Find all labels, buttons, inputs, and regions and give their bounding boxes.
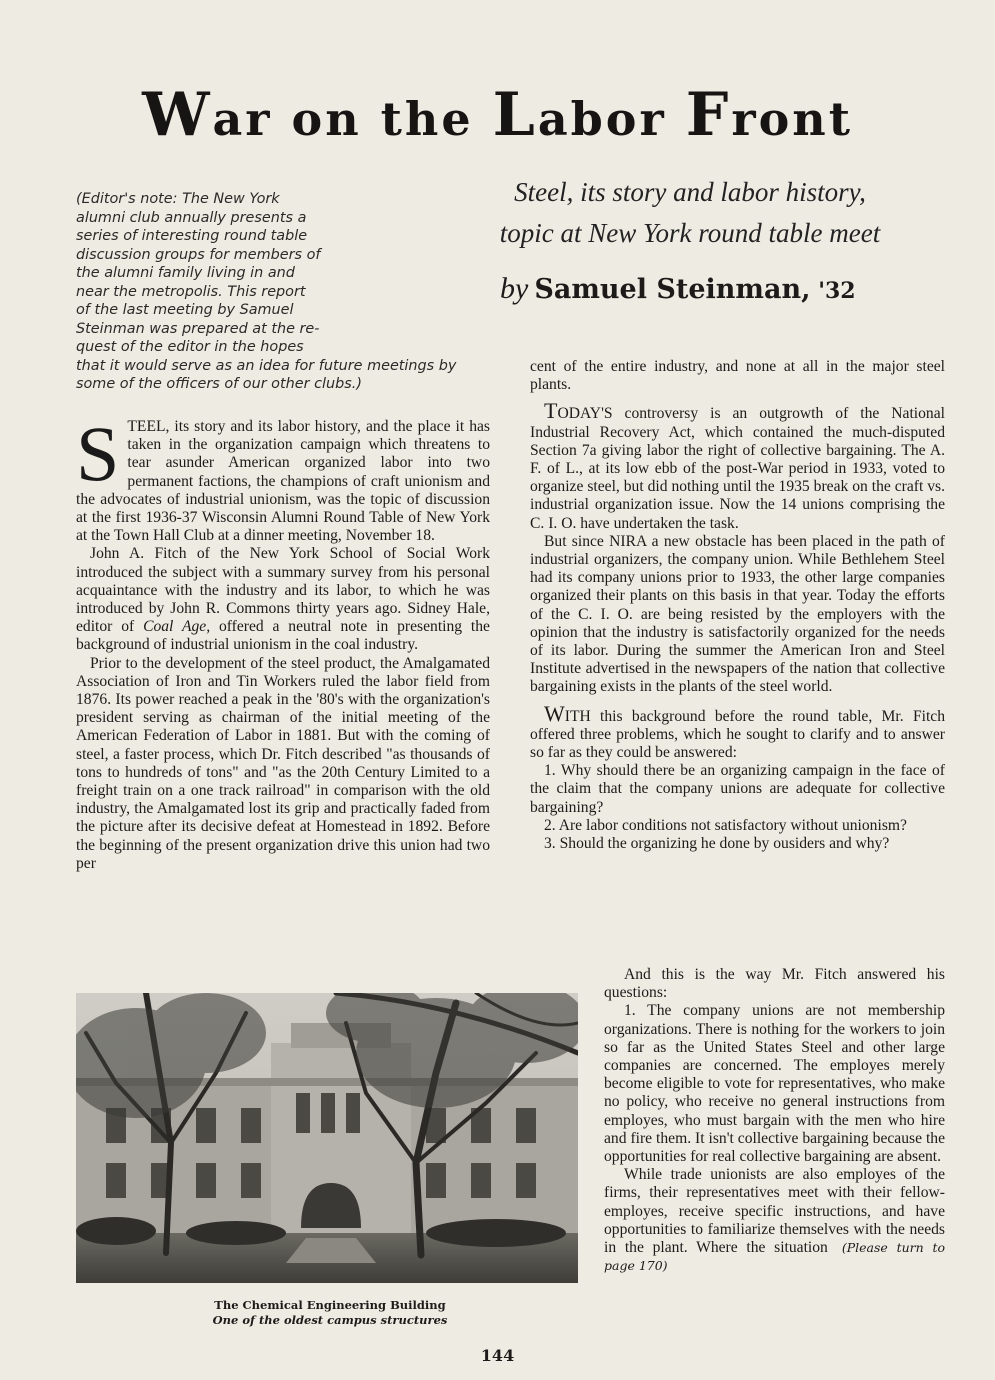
drop-cap: S [76,410,120,497]
paragraph: STEEL, its story and its labor history, and the place it has taken in the organization campaign which threatens to tear asunder American organized labor into two permanent factions, the champions of craft unionism and the advocates of industrial unionism, was the topic of discussion at the first 1936-37 Wisconsin Alumni Round Table of New York at the Town Hall Club at a dinner meeting, November 18. [76,410,490,545]
paragraph: John A. Fitch of the New York School of Social Work introduced the subject with a summary survey from his personal acquaintance with the industry and its labor, to which he was introduced by John R. Commons thirty years ago. Sidney Hale, editor of Coal Age, offered a neutral note in presenting the background of industrial unionism in the coal industry. [76,545,490,654]
paragraph: 1. The company unions are not membership organizations. There is nothing for the workers to join so far as the United States Steel and other large companies are concerned. The employes merely become eligible to vote for representatives, who make no policy, who receive no general instructions from employes, who must bargain with the men who hire and fire them. It isn't collective bargaining because the opportunities for real collective bargaining are absent. [604,1002,945,1166]
building-photo [76,993,578,1283]
question: 1. Why should there be an organizing campaign in the face of the claim that the company unions are adequate for collective bargaining? [530,762,945,816]
article-subtitle: Steel, its story and labor history, topic at New York round table meet [499,177,881,248]
building-photo-illustration [76,993,578,1283]
right-column-continued [604,966,945,1275]
paragraph: While trade unionists are also employes of the firms, their representatives meet with their fellow-employes, receive specific instructions, and have opportunities to familiarize themselves with the needs in the plant. Where the situation (Please turn to page 170) [604,1166,946,1274]
paragraph: cent of the entire industry, and none at all in the major steel plants. [530,358,945,394]
continuation-note: (Please turn to page 170) [604,1240,946,1274]
paragraph: TODAY'S controversy is an outgrowth of the National Industrial Recovery Act, which contained the much-disputed Section 7a giving labor the right of collective bargaining. The A. F. of L., at its low ebb of the post-War period in 1933, voted to organize steel, but did nothing until the 1935 break on the craft vs. industrial organization issue. Now the 14 unions comprising the C. I. O. have undertaken the task. [530,398,945,532]
editor-note: (Editor's note: The New York alumni club annually presents a series of interesting round table discussion groups for members of the alumni family living in and near the metropolis. This report of the last meeting by Samuel Steinman was prepared at the re- quest of the editor in the hopes that it would serve as an idea for future meetings by some of the officers of our other clubs.) [76,191,457,392]
paragraph: Prior to the development of the steel product, the Amalgamated Association of Iron and Tin Workers ruled the labor field from 1876. Its power reached a peak in the '80's with the organization's president serving as chairman of the initial meeting of the American Federation of Labor in 1881. But with the coming of steel, a faster process, which Dr. Fitch described "as thousands of tons to hundreds of tons" and "as the 20th Century Limited to a freight train on a one track railroad" in comparison with the old industry, the Amalgamated lost its grip and practically faded from the picture after its decisive defeat at Homestead in 1892. Before the beginning of the present organization drive this union had two per [76,654,490,872]
question: 2. Are labor conditions not satisfactory without unionism? [544,816,907,834]
paragraph: WITH this background before the round table, Mr. Fitch offered three problems, which he sought to clarify and to answer so far as they could be answered: [530,700,945,762]
paragraph: And this is the way Mr. Fitch answered his questions: [604,966,945,1002]
page-number: 144 [480,1346,515,1365]
question: 3. Should the organizing he done by ousiders and why? [544,835,890,853]
right-column [530,358,945,853]
left-column [76,410,490,873]
photo-caption: The Chemical Engineering Building One of the oldest campus structures [212,1298,448,1327]
article-title: War on the Labor Front [142,80,853,150]
paragraph: But since NIRA a new obstacle has been placed in the path of industrial organizers, the company union. While Bethlehem Steel had its company unions prior to 1933, the other large companies organized their plants on this basis in that year. Today the efforts of the C. I. O. are being resisted by the employers with the opinion that the industry is satisfactorily organized for the needs of its labor. During the summer the American Iron and Steel Institute advertised in the newspapers of the nation that collective bargaining exists in the plants of the steel world. [530,532,945,696]
byline: by Samuel Steinman, '32 [500,272,856,305]
